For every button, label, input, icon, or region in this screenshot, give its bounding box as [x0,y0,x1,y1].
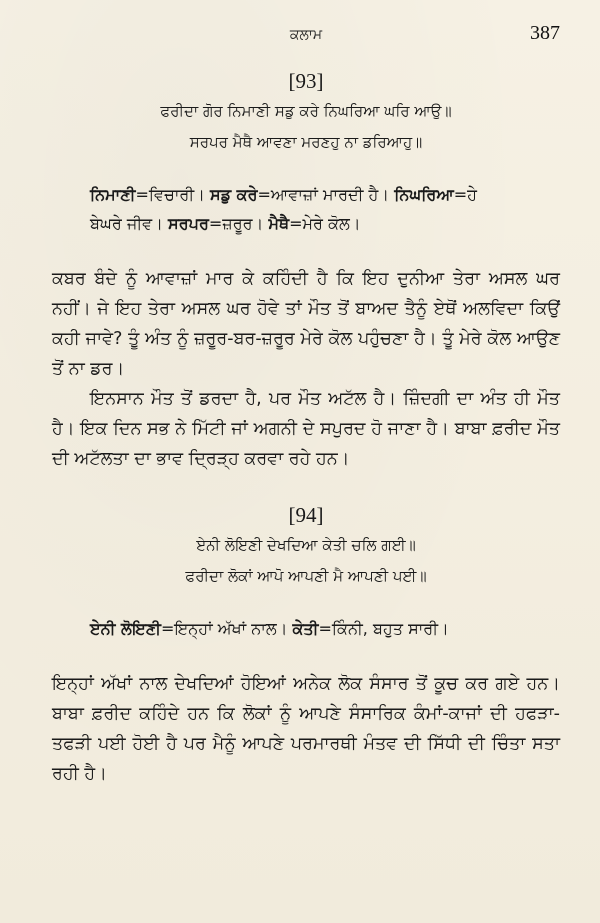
gloss-term: ਨਿਮਾਣੀ [90,185,136,204]
verse-text [52,530,560,592]
gloss-definition: =ਹੇ [453,185,477,204]
verse-line: ਫਰੀਦਾ ਲੋਕਾਂ ਆਪੋ ਆਪਣੀ ਮੈ ਆਪਣੀ ਪਈ॥ [185,567,427,585]
gloss-term: ਸਰਪਰ [168,214,209,233]
gloss-term: ਮੈਥੈ [268,214,290,233]
verse-text [52,96,560,158]
verse-number: [94] [288,503,324,527]
gloss-term: ਕੇਤੀ [292,619,319,638]
gloss-definition: ਬੇਘਰੇ ਜੀਵ। [90,214,169,233]
verse-line: ਫਰੀਦਾ ਗੋਰ ਨਿਮਾਣੀ ਸਡੁ ਕਰੇ ਨਿਘਰਿਆ ਘਰਿ ਆਉ॥ [160,102,452,120]
verse-number: [93] [288,69,324,93]
gloss-definition: =ਕਿੰਨੀ, ਬਹੁਤ ਸਾਰੀ। [318,619,449,638]
word-gloss [90,614,560,643]
verse-93-section [52,66,560,474]
gloss-definition: =ਆਵਾਜ਼ਾਂ ਮਾਰਦੀ ਹੈ। [257,185,395,204]
verse-line: ਏਨੀ ਲੋਇਣੀ ਦੇਖਦਿਆ ਕੇਤੀ ਚਲਿ ਗਈ॥ [196,536,416,554]
verse-94-section [52,500,560,789]
gloss-definition: =ਇਨ੍ਹਾਂ ਅੱਖਾਂ ਨਾਲ। [160,619,293,638]
commentary-paragraph: ਇਨ੍ਹਾਂ ਅੱਖਾਂ ਨਾਲ ਦੇਖਦਿਆਂ ਹੋਇਆਂ ਅਨੇਕ ਲੋਕ ਸੰਸਾਰ ਤੋਂ ਕੂਚ ਕਰ ਗਏ ਹਨ। ਬਾਬਾ ਫ਼ਰੀਦ ਕਹਿੰਦੇ ਹਨ ਕਿ ਲੋਕਾਂ ਨੂੰ ਆਪਣੇ ਸੰਸਾਰਿਕ ਕੰਮਾਂ-ਕਾਜਾਂ ਦੀ ਹਫੜਾ-ਤਫੜੀ ਪਈ ਹੋਈ ਹੈ ਪਰ ਮੈਨੂੰ ਆਪਣੇ ਪਰਮਾਰਥੀ ਮੰਤਵ ਦੀ ਸਿੱਧੀ ਦੀ ਚਿੰਤਾ ਸਤਾ ਰਹੀ ਹੈ। [52,674,560,784]
commentary-paragraph: ਇਨਸਾਨ ਮੌਤ ਤੋਂ ਡਰਦਾ ਹੈ, ਪਰ ਮੌਤ ਅਟੱਲ ਹੈ। ਜ਼ਿੰਦਗੀ ਦਾ ਅੰਤ ਹੀ ਮੌਤ ਹੈ। ਇਕ ਦਿਨ ਸਭ ਨੇ ਮਿੱਟੀ ਜਾਂ ਅਗਨੀ ਦੇ ਸਪੁਰਦ ਹੋ ਜਾਣਾ ਹੈ। ਬਾਬਾ ਫ਼ਰੀਦ ਮੌਤ ਦੀ ਅਟੱਲਤਾ ਦਾ ਭਾਵ ਦ੍ਰਿੜ੍ਹ ਕਰਵਾ ਰਹੇ ਹਨ। [52,389,560,469]
gloss-definition: =ਜ਼ਰੂਰ। [208,214,269,233]
gloss-definition: =ਮੇਰੇ ਕੋਲ। [289,214,361,233]
gloss-term: ਏਨੀ ਲੋਇਣੀ [90,619,161,638]
page-header [52,0,560,60]
running-head: ਕਲਾਮ [289,27,323,43]
word-gloss [90,180,560,238]
gloss-term: ਨਿਘਰਿਆ [394,185,454,204]
commentary-paragraph: ਕਬਰ ਬੰਦੇ ਨੂੰ ਆਵਾਜ਼ਾਂ ਮਾਰ ਕੇ ਕਹਿੰਦੀ ਹੈ ਕਿ ਇਹ ਦੁਨੀਆ ਤੇਰਾ ਅਸਲ ਘਰ ਨਹੀਂ। ਜੇ ਇਹ ਤੇਰਾ ਅਸਲ ਘਰ ਹੋਵੇ ਤਾਂ ਮੌਤ ਤੋਂ ਬਾਅਦ ਤੈਨੂੰ ਏਥੋਂ ਅਲਵਿਦਾ ਕਿਉਂ ਕਹੀ ਜਾਵੇ? ਤੂੰ ਅੰਤ ਨੂੰ ਜ਼ਰੂਰ-ਬਰ-ਜ਼ਰੂਰ ਮੇਰੇ ਕੋਲ ਪਹੁੰਚਣਾ ਹੈ। ਤੂੰ ਮੇਰੇ ਕੋਲ ਆਉਣ ਤੋਂ ਨਾ ਡਰ। [52,269,560,379]
verse-line: ਸਰਪਰ ਮੈਥੈ ਆਵਣਾ ਮਰਣਹੁ ਨਾ ਡਰਿਆਹੁ॥ [189,133,423,151]
page-number: 387 [530,22,560,44]
gloss-definition: =ਵਿਚਾਰੀ। [135,185,211,204]
gloss-term: ਸਡੁ ਕਰੇ [210,185,258,204]
